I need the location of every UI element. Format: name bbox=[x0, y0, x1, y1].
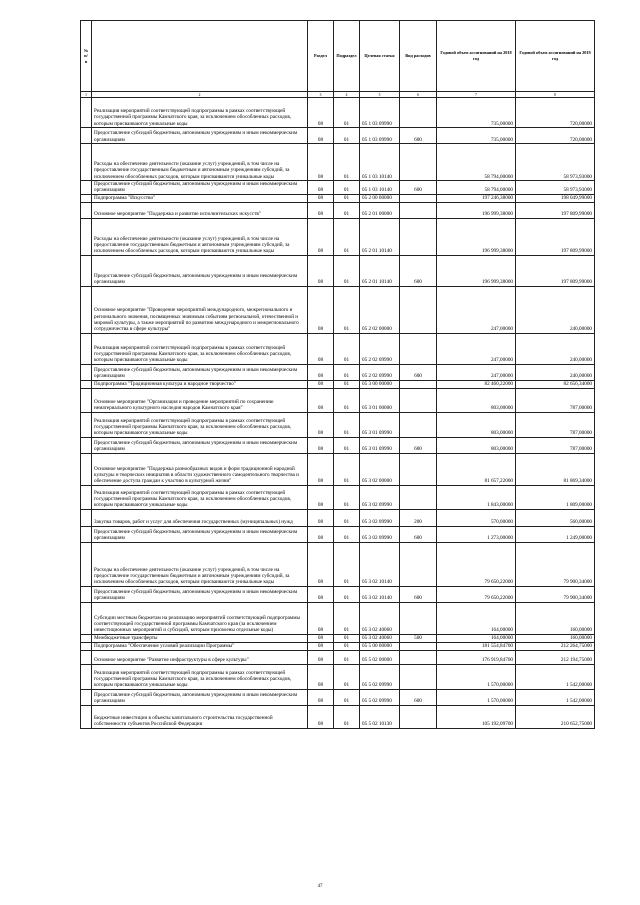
row-section: 08 bbox=[308, 388, 334, 412]
row-expense-type bbox=[400, 650, 437, 664]
table-row bbox=[81, 181, 595, 195]
row-amount-2018: 803,00000 bbox=[437, 437, 516, 453]
row-expense-type: 600 bbox=[400, 526, 437, 542]
column-number: 7 bbox=[437, 92, 516, 98]
row-number-cell bbox=[81, 664, 92, 689]
row-subsection: 01 bbox=[334, 509, 360, 526]
row-subsection: 01 bbox=[334, 98, 360, 128]
column-number: 6 bbox=[400, 92, 437, 98]
table-row bbox=[81, 689, 595, 705]
table-row bbox=[81, 286, 595, 333]
table-header-row bbox=[81, 21, 595, 92]
row-number-cell bbox=[81, 542, 92, 586]
row-expense-type: 600 bbox=[400, 689, 437, 705]
row-section: 08 bbox=[308, 689, 334, 705]
row-subsection: 01 bbox=[334, 128, 360, 144]
row-section: 08 bbox=[308, 380, 334, 388]
row-subsection: 01 bbox=[334, 380, 360, 388]
budget-table bbox=[80, 20, 595, 729]
row-amount-2019: 81 869,34000 bbox=[516, 453, 595, 485]
row-number-cell bbox=[81, 689, 92, 705]
row-expense-type bbox=[400, 388, 437, 412]
table-row bbox=[81, 650, 595, 664]
row-subsection: 01 bbox=[334, 586, 360, 602]
row-section: 08 bbox=[308, 650, 334, 664]
row-amount-2018: 197 246,38000 bbox=[437, 194, 516, 202]
row-amount-2018: 79 650,22000 bbox=[437, 542, 516, 586]
row-expense-type bbox=[400, 194, 437, 202]
row-target-article: 05 3 02 09990 bbox=[360, 509, 400, 526]
row-name: Основное мероприятие "Поддержка и развитие исполнительских искусств" bbox=[92, 202, 308, 218]
row-amount-2018: 164,00000 bbox=[437, 634, 516, 642]
table-row bbox=[81, 705, 595, 728]
row-target-article: 05 2 02 09990 bbox=[360, 364, 400, 380]
row-amount-2018: 247,00000 bbox=[437, 364, 516, 380]
header-section: Раздел bbox=[308, 21, 334, 92]
row-number-cell bbox=[81, 437, 92, 453]
row-amount-2018: 164,00000 bbox=[437, 602, 516, 634]
row-section: 08 bbox=[308, 642, 334, 650]
row-name: Предоставление субсидий бюджетным, автономным учреждениям и иным некоммерческим организациям bbox=[92, 255, 308, 286]
row-target-article: 05 3 02 10140 bbox=[360, 586, 400, 602]
row-section: 08 bbox=[308, 255, 334, 286]
row-target-article: 05 2 01 10140 bbox=[360, 218, 400, 255]
row-name: Межбюджетные трансферты bbox=[92, 634, 308, 642]
page-number: 47 bbox=[317, 884, 323, 889]
row-amount-2018: 570,00000 bbox=[437, 509, 516, 526]
row-expense-type: 600 bbox=[400, 255, 437, 286]
row-amount-2018: 196 999,38000 bbox=[437, 255, 516, 286]
row-expense-type bbox=[400, 485, 437, 509]
row-expense-type bbox=[400, 602, 437, 634]
row-amount-2019: 160,00000 bbox=[516, 634, 595, 642]
row-target-article: 05 2 02 09990 bbox=[360, 333, 400, 364]
row-number-cell bbox=[81, 128, 92, 144]
row-number-cell bbox=[81, 380, 92, 388]
row-subsection: 01 bbox=[334, 542, 360, 586]
table-row bbox=[81, 664, 595, 689]
row-amount-2019: 197 809,99000 bbox=[516, 218, 595, 255]
header-num: № п/п bbox=[81, 21, 92, 92]
table-row bbox=[81, 364, 595, 380]
header-target: Целевая статья bbox=[360, 21, 400, 92]
row-subsection: 01 bbox=[334, 286, 360, 333]
row-section: 08 bbox=[308, 485, 334, 509]
row-subsection: 01 bbox=[334, 453, 360, 485]
row-subsection: 01 bbox=[334, 412, 360, 437]
row-amount-2019: 1 542,00000 bbox=[516, 664, 595, 689]
row-amount-2018: 803,00000 bbox=[437, 412, 516, 437]
row-name: Предоставление субсидий бюджетным, автономным учреждениям и иным некоммерческим организациям bbox=[92, 437, 308, 453]
row-subsection: 01 bbox=[334, 333, 360, 364]
row-expense-type bbox=[400, 286, 437, 333]
row-amount-2018: 196 999,38000 bbox=[437, 218, 516, 255]
row-amount-2019: 560,00000 bbox=[516, 509, 595, 526]
row-expense-type: 600 bbox=[400, 437, 437, 453]
row-expense-type bbox=[400, 412, 437, 437]
row-target-article: 05 3 02 00000 bbox=[360, 453, 400, 485]
row-section: 08 bbox=[308, 194, 334, 202]
row-amount-2018: 1 570,00000 bbox=[437, 689, 516, 705]
row-amount-2018: 1 843,00000 bbox=[437, 485, 516, 509]
table-row bbox=[81, 586, 595, 602]
row-target-article: 05 3 02 40060 bbox=[360, 634, 400, 642]
row-expense-type bbox=[400, 664, 437, 689]
row-expense-type: 600 bbox=[400, 128, 437, 144]
table-row bbox=[81, 412, 595, 437]
row-amount-2019: 1 249,00000 bbox=[516, 526, 595, 542]
row-target-article: 05 2 01 10140 bbox=[360, 255, 400, 286]
table-row bbox=[81, 388, 595, 412]
row-amount-2019: 79 900,34000 bbox=[516, 586, 595, 602]
row-amount-2019: 1 542,00000 bbox=[516, 689, 595, 705]
row-expense-type: 600 bbox=[400, 181, 437, 195]
table-row bbox=[81, 634, 595, 642]
row-name: Основное мероприятие "Развитие инфраструктуры в сфере культуры" bbox=[92, 650, 308, 664]
row-section: 08 bbox=[308, 333, 334, 364]
table-row bbox=[81, 255, 595, 286]
row-target-article: 05 2 00 00000 bbox=[360, 194, 400, 202]
row-number-cell bbox=[81, 364, 92, 380]
row-amount-2019: 720,00000 bbox=[516, 98, 595, 128]
row-subsection: 01 bbox=[334, 437, 360, 453]
row-name: Расходы на обеспечение деятельности (оказание услуг) учреждений, в том числе на предоставление государственным бюджетным и автономным учреждениям субсидий, за исключением обособленных расходов, которым присваиваются уникальные коды bbox=[92, 218, 308, 255]
row-target-article: 05 3 01 09990 bbox=[360, 412, 400, 437]
row-target-article: 05 3 02 10140 bbox=[360, 542, 400, 586]
row-target-article: 05 3 00 00000 bbox=[360, 380, 400, 388]
column-number: 8 bbox=[516, 92, 595, 98]
row-expense-type bbox=[400, 542, 437, 586]
row-target-article: 05 5 02 10130 bbox=[360, 705, 400, 728]
row-target-article: 05 3 02 09990 bbox=[360, 526, 400, 542]
row-amount-2018: 196 999,38000 bbox=[437, 202, 516, 218]
row-amount-2018: 735,00000 bbox=[437, 98, 516, 128]
row-section: 08 bbox=[308, 634, 334, 642]
row-name: Предоставление субсидий бюджетным, автономным учреждениям и иным некоммерческим организациям bbox=[92, 364, 308, 380]
row-name: Основное мероприятие "Поддержка разнообразных видов и форм традиционной народной культуры и творческих инициатив в области художественного самодеятельного творчества и обеспечение доступа граждан к участию в культурной жизни" bbox=[92, 453, 308, 485]
row-number-cell bbox=[81, 642, 92, 650]
row-amount-2018: 79 650,22000 bbox=[437, 586, 516, 602]
row-section: 08 bbox=[308, 218, 334, 255]
row-amount-2018: 1 273,00000 bbox=[437, 526, 516, 542]
row-name: Предоставление субсидий бюджетным, автономным учреждениям и иным некоммерческим организациям bbox=[92, 128, 308, 144]
row-section: 08 bbox=[308, 586, 334, 602]
row-name: Подпрограмма "Обеспечение условий реализации Программы" bbox=[92, 642, 308, 650]
row-number-cell bbox=[81, 202, 92, 218]
table-row bbox=[81, 453, 595, 485]
row-amount-2019: 212 194,75000 bbox=[516, 650, 595, 664]
row-amount-2018: 247,00000 bbox=[437, 286, 516, 333]
row-subsection: 01 bbox=[334, 526, 360, 542]
row-name: Подпрограмма "Искусство" bbox=[92, 194, 308, 202]
row-name: Расходы на обеспечение деятельности (оказание услуг) учреждений, в том числе на предоставление государственным бюджетным и автономным учреждениям субсидий, за исключением обособленных расходов, которым присваиваются уникальные коды bbox=[92, 144, 308, 181]
row-subsection: 01 bbox=[334, 194, 360, 202]
table-row bbox=[81, 218, 595, 255]
row-expense-type: 200 bbox=[400, 509, 437, 526]
row-number-cell bbox=[81, 218, 92, 255]
row-subsection: 01 bbox=[334, 650, 360, 664]
table-row bbox=[81, 98, 595, 128]
row-number-cell bbox=[81, 98, 92, 128]
row-amount-2019: 198 049,99000 bbox=[516, 194, 595, 202]
table-row bbox=[81, 509, 595, 526]
row-amount-2019: 787,00000 bbox=[516, 437, 595, 453]
row-target-article: 05 2 01 00000 bbox=[360, 202, 400, 218]
row-subsection: 01 bbox=[334, 388, 360, 412]
row-target-article: 05 1 03 10140 bbox=[360, 181, 400, 195]
row-section: 08 bbox=[308, 98, 334, 128]
row-name: Расходы на обеспечение деятельности (оказание услуг) учреждений, в том числе на предоставление государственным бюджетным и автономным учреждениям субсидий, за исключением обособленных расходов, которым присваиваются уникальные коды bbox=[92, 542, 308, 586]
column-number: 1 bbox=[81, 92, 92, 98]
row-section: 08 bbox=[308, 181, 334, 195]
row-number-cell bbox=[81, 453, 92, 485]
column-number: 4 bbox=[334, 92, 360, 98]
row-name: Основное мероприятие "Организация и проведение мероприятий по сохранению нематериального культурного наследия народов Камчатского края" bbox=[92, 388, 308, 412]
row-amount-2018: 81 657,22000 bbox=[437, 453, 516, 485]
row-number-cell bbox=[81, 194, 92, 202]
row-section: 08 bbox=[308, 437, 334, 453]
row-number-cell bbox=[81, 181, 92, 195]
row-section: 08 bbox=[308, 526, 334, 542]
table-row bbox=[81, 333, 595, 364]
row-section: 08 bbox=[308, 364, 334, 380]
row-expense-type bbox=[400, 705, 437, 728]
row-subsection: 01 bbox=[334, 181, 360, 195]
row-name: Подпрограмма "Традиционная культура и народное творчество" bbox=[92, 380, 308, 388]
row-amount-2019: 197 809,99000 bbox=[516, 255, 595, 286]
row-subsection: 01 bbox=[334, 144, 360, 181]
row-subsection: 01 bbox=[334, 364, 360, 380]
row-expense-type bbox=[400, 144, 437, 181]
table-row bbox=[81, 380, 595, 388]
table-row bbox=[81, 194, 595, 202]
header-2019: Годовой объем ассигнований на 2019 год bbox=[516, 21, 595, 92]
row-amount-2019: 197 809,99000 bbox=[516, 202, 595, 218]
row-name: Предоставление субсидий бюджетным, автономным учреждениям и иным некоммерческим организациям bbox=[92, 181, 308, 195]
row-amount-2018: 176 919,84700 bbox=[437, 650, 516, 664]
row-subsection: 01 bbox=[334, 705, 360, 728]
row-amount-2019: 720,00000 bbox=[516, 128, 595, 144]
row-amount-2018: 58 794,00000 bbox=[437, 144, 516, 181]
row-amount-2018: 735,00000 bbox=[437, 128, 516, 144]
column-number: 5 bbox=[360, 92, 400, 98]
row-number-cell bbox=[81, 650, 92, 664]
row-subsection: 01 bbox=[334, 202, 360, 218]
row-amount-2019: 240,00000 bbox=[516, 286, 595, 333]
table-row bbox=[81, 144, 595, 181]
row-expense-type bbox=[400, 218, 437, 255]
row-section: 08 bbox=[308, 128, 334, 144]
row-expense-type bbox=[400, 333, 437, 364]
row-expense-type bbox=[400, 642, 437, 650]
table-row bbox=[81, 437, 595, 453]
row-number-cell bbox=[81, 333, 92, 364]
row-subsection: 01 bbox=[334, 602, 360, 634]
table-row bbox=[81, 128, 595, 144]
row-amount-2019: 240,00000 bbox=[516, 364, 595, 380]
row-name: Закупка товаров, работ и услуг для обеспечения государственных (муниципальных) нужд bbox=[92, 509, 308, 526]
table-row bbox=[81, 485, 595, 509]
row-section: 08 bbox=[308, 509, 334, 526]
column-number: 2 bbox=[92, 92, 308, 98]
row-amount-2019: 787,00000 bbox=[516, 388, 595, 412]
row-name: Основное мероприятие "Проведение мероприятий международного, межрегионального и регионального значения, посвященных значимым событиям региональной, отечественной и мировой культуры, а также мероприятий по развитию международного и межрегионального сотрудничества в сфере культуры" bbox=[92, 286, 308, 333]
row-subsection: 01 bbox=[334, 634, 360, 642]
row-expense-type: 600 bbox=[400, 586, 437, 602]
row-expense-type: 600 bbox=[400, 364, 437, 380]
row-amount-2018: 58 794,00000 bbox=[437, 181, 516, 195]
row-amount-2019: 1 809,00000 bbox=[516, 485, 595, 509]
row-section: 08 bbox=[308, 705, 334, 728]
row-number-cell bbox=[81, 255, 92, 286]
row-target-article: 05 2 02 00000 bbox=[360, 286, 400, 333]
row-section: 08 bbox=[308, 144, 334, 181]
row-amount-2018: 105 192,09700 bbox=[437, 705, 516, 728]
row-amount-2019: 240,00000 bbox=[516, 333, 595, 364]
row-target-article: 05 5 02 09990 bbox=[360, 689, 400, 705]
row-number-cell bbox=[81, 705, 92, 728]
row-subsection: 01 bbox=[334, 485, 360, 509]
row-section: 08 bbox=[308, 202, 334, 218]
header-type: Вид расходов bbox=[400, 21, 437, 92]
row-name: Субсидии местным бюджетам на реализацию мероприятий соответствующей подпрограммы соответствующей государственной программы Камчатского края (за исключением инвестиционных мероприятий и субсидий, которым присвоены отдельные коды) bbox=[92, 602, 308, 634]
row-number-cell bbox=[81, 485, 92, 509]
row-amount-2019: 79 900,34000 bbox=[516, 542, 595, 586]
row-target-article: 05 1 03 09990 bbox=[360, 98, 400, 128]
row-amount-2018: 181 554,84700 bbox=[437, 642, 516, 650]
row-amount-2019: 160,00000 bbox=[516, 602, 595, 634]
row-name: Реализация мероприятий соответствующей подпрограммы в рамках соответствующей государственной программы Камчатского края, за исключением обособленных расходов, которым присваиваются уникальные коды bbox=[92, 412, 308, 437]
table-row bbox=[81, 202, 595, 218]
row-amount-2019: 58 973,93000 bbox=[516, 144, 595, 181]
row-target-article: 05 3 01 09990 bbox=[360, 437, 400, 453]
row-target-article: 05 3 01 00000 bbox=[360, 388, 400, 412]
row-name: Предоставление субсидий бюджетным, автономным учреждениям и иным некоммерческим организациям bbox=[92, 689, 308, 705]
row-name: Бюджетные инвестиции в объекты капитального строительства государственной собственности субъектов Российской Федерации bbox=[92, 705, 308, 728]
row-number-cell bbox=[81, 388, 92, 412]
table-row bbox=[81, 602, 595, 634]
row-amount-2018: 82 460,22000 bbox=[437, 380, 516, 388]
row-section: 08 bbox=[308, 602, 334, 634]
row-target-article: 05 5 02 09990 bbox=[360, 664, 400, 689]
row-section: 08 bbox=[308, 412, 334, 437]
row-target-article: 05 1 03 09990 bbox=[360, 128, 400, 144]
row-amount-2018: 1 570,00000 bbox=[437, 664, 516, 689]
row-amount-2019: 212 264,75000 bbox=[516, 642, 595, 650]
header-2018: Годовой объем ассигнований на 2018 год bbox=[437, 21, 516, 92]
row-expense-type bbox=[400, 98, 437, 128]
row-name: Предоставление субсидий бюджетным, автономным учреждениям и иным некоммерческим организациям bbox=[92, 526, 308, 542]
row-name: Реализация мероприятий соответствующей подпрограммы в рамках соответствующей государственной программы Камчатского края, за исключением обособленных расходов, которым присваиваются уникальные коды bbox=[92, 333, 308, 364]
row-number-cell bbox=[81, 634, 92, 642]
row-number-cell bbox=[81, 586, 92, 602]
table-row bbox=[81, 526, 595, 542]
row-number-cell bbox=[81, 509, 92, 526]
row-amount-2018: 247,00000 bbox=[437, 333, 516, 364]
row-name: Реализация мероприятий соответствующей подпрограммы в рамках соответствующей государственной программы Камчатского края, за исключением обособленных расходов, которым присваиваются уникальные коды bbox=[92, 485, 308, 509]
row-section: 08 bbox=[308, 664, 334, 689]
row-section: 08 bbox=[308, 542, 334, 586]
row-subsection: 01 bbox=[334, 218, 360, 255]
row-name: Реализация мероприятий соответствующей подпрограммы в рамках соответствующей государственной программы Камчатского края, за исключением обособленных расходов, которым присваиваются уникальные коды bbox=[92, 664, 308, 689]
row-target-article: 05 3 02 40060 bbox=[360, 602, 400, 634]
row-section: 08 bbox=[308, 286, 334, 333]
row-target-article: 05 5 00 00000 bbox=[360, 642, 400, 650]
header-name bbox=[92, 21, 308, 92]
table-row bbox=[81, 642, 595, 650]
row-amount-2019: 82 656,34000 bbox=[516, 380, 595, 388]
row-subsection: 01 bbox=[334, 642, 360, 650]
row-amount-2019: 58 973,93000 bbox=[516, 181, 595, 195]
row-number-cell bbox=[81, 412, 92, 437]
header-subsection: Подраздел bbox=[334, 21, 360, 92]
row-name: Предоставление субсидий бюджетным, автономным учреждениям и иным некоммерческим организациям bbox=[92, 586, 308, 602]
row-number-cell bbox=[81, 144, 92, 181]
row-expense-type bbox=[400, 380, 437, 388]
table-row bbox=[81, 542, 595, 586]
row-amount-2019: 787,00000 bbox=[516, 412, 595, 437]
row-target-article: 05 1 03 10140 bbox=[360, 144, 400, 181]
row-number-cell bbox=[81, 526, 92, 542]
row-subsection: 01 bbox=[334, 255, 360, 286]
row-amount-2019: 210 652,75000 bbox=[516, 705, 595, 728]
row-name: Реализация мероприятий соответствующей подпрограммы в рамках соответствующей государственной программы Камчатского края, за исключением обособленных расходов, которым присваиваются уникальные коды bbox=[92, 98, 308, 128]
row-section: 08 bbox=[308, 453, 334, 485]
row-subsection: 01 bbox=[334, 664, 360, 689]
row-expense-type bbox=[400, 202, 437, 218]
row-amount-2018: 803,00000 bbox=[437, 388, 516, 412]
row-expense-type: 500 bbox=[400, 634, 437, 642]
row-number-cell bbox=[81, 602, 92, 634]
row-target-article: 05 5 02 00000 bbox=[360, 650, 400, 664]
column-number: 3 bbox=[308, 92, 334, 98]
row-expense-type bbox=[400, 453, 437, 485]
row-number-cell bbox=[81, 286, 92, 333]
row-target-article: 05 3 02 09990 bbox=[360, 485, 400, 509]
row-subsection: 01 bbox=[334, 689, 360, 705]
